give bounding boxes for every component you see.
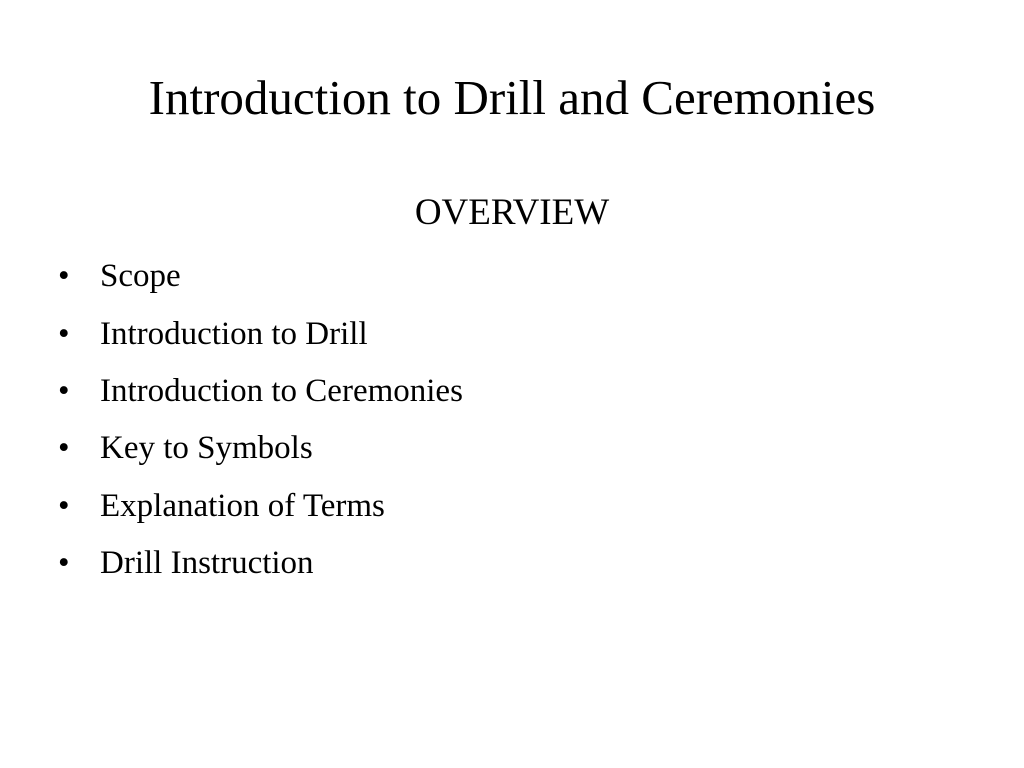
- bullet-label: Scope: [100, 258, 181, 295]
- bullet-item-introduction-to-drill: [58, 305, 463, 362]
- bullet-item-key-to-symbols: [58, 420, 463, 477]
- bullet-item-scope: [58, 248, 463, 305]
- bullet-item-introduction-to-ceremonies: [58, 363, 463, 420]
- bullet-point-icon: •: [58, 487, 70, 524]
- bullet-item-explanation-of-terms: [58, 478, 463, 535]
- bullet-point-icon: •: [58, 430, 70, 467]
- bullet-point-icon: •: [58, 545, 70, 582]
- overview-bullet-list: [58, 248, 463, 592]
- bullet-point-icon: •: [58, 372, 70, 409]
- section-heading-overview: OVERVIEW: [414, 192, 610, 233]
- bullet-label: Introduction to Drill: [100, 315, 368, 352]
- bullet-point-icon: •: [58, 315, 70, 352]
- bullet-label: Drill Instruction: [100, 545, 314, 582]
- slide-title: Introduction to Drill and Ceremonies: [148, 70, 876, 125]
- bullet-label: Introduction to Ceremonies: [100, 372, 463, 409]
- bullet-point-icon: •: [58, 258, 70, 295]
- bullet-label: Key to Symbols: [100, 430, 313, 467]
- bullet-item-drill-instruction: [58, 535, 463, 592]
- bullet-label: Explanation of Terms: [100, 487, 385, 524]
